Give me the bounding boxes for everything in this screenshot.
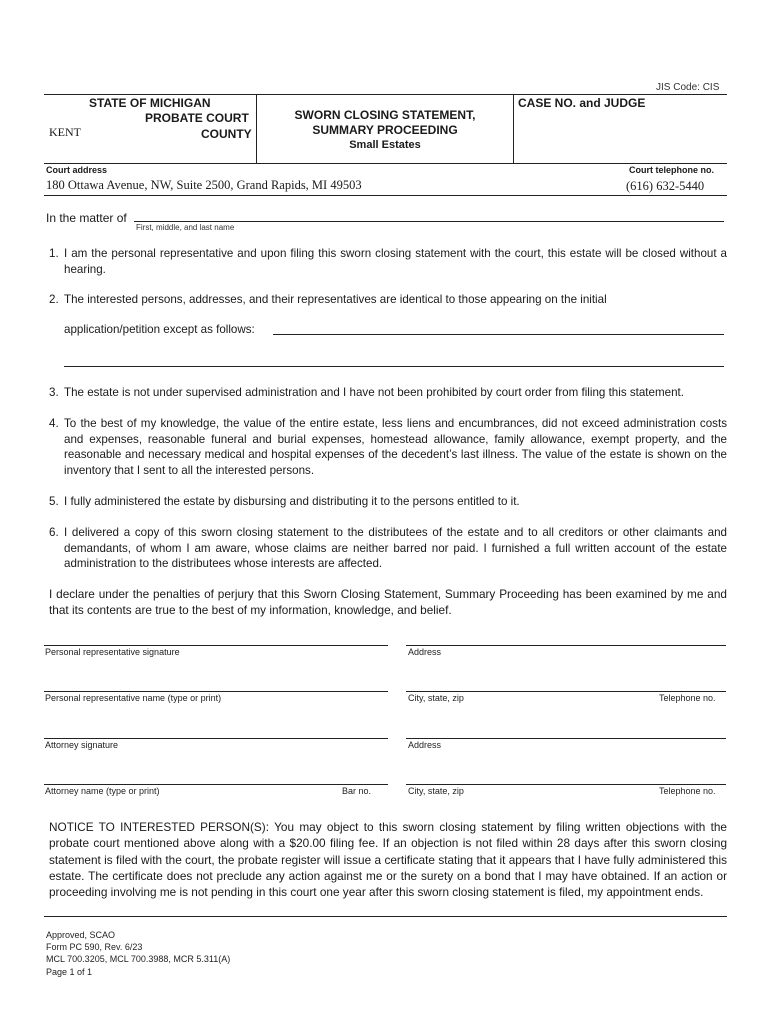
atty-city-label: City, state, zip: [408, 786, 464, 796]
court-phone-label: Court telephone no.: [629, 165, 714, 175]
pr-address-line[interactable]: [406, 645, 726, 646]
case-no-label: CASE NO. and JUDGE: [518, 96, 646, 110]
exceptions-line-2[interactable]: [64, 366, 724, 367]
court-name: PROBATE COURT: [145, 111, 249, 125]
county-value[interactable]: KENT: [49, 125, 81, 139]
item-1: 1. I am the personal representative and upon filing this sworn closing statement with the court, this estate will be closed without a hearing.: [49, 247, 727, 276]
item-4: 4. To the best of my knowledge, the value of the entire estate, less liens and encumbrances, did not exceed administration costs and expenses, reasonable funeral and burial expenses, homestead allowance, family allowance, exempt property, and the reasonable and necessary medical and hospital expenses of the decedent’s last illness. The value of the estate is shown on the inventory that I sent to all the interested persons.: [49, 417, 727, 477]
pr-name-line[interactable]: [44, 691, 388, 692]
court-address-value[interactable]: 180 Ottawa Avenue, NW, Suite 2500, Grand Rapids, MI 49503: [46, 178, 362, 192]
header-divider-2: [513, 94, 514, 164]
pr-city-line[interactable]: [406, 691, 726, 692]
atty-signature-label: Attorney signature: [45, 740, 119, 750]
footer-rule: [44, 916, 727, 917]
form-title-line2: SUMMARY PROCEEDING: [312, 123, 458, 137]
matter-label: In the matter of: [46, 211, 127, 225]
footer-page-number: Page 1 of 1: [46, 966, 93, 977]
pr-signature-line[interactable]: [44, 645, 388, 646]
matter-sublabel: First, middle, and last name: [136, 223, 235, 232]
court-info-rule: [44, 195, 727, 196]
header-divider-1: [256, 94, 257, 164]
court-address-label: Court address: [46, 165, 108, 175]
court-phone-value[interactable]: (616) 632-5440: [626, 179, 705, 193]
pr-address-label: Address: [408, 647, 442, 657]
atty-address-line[interactable]: [406, 738, 726, 739]
form-title-line3: Small Estates: [349, 139, 421, 151]
atty-city-line[interactable]: [406, 784, 726, 785]
jis-code: JIS Code: CIS: [656, 82, 720, 93]
bar-no-label: Bar no.: [342, 786, 372, 796]
form-footer: [46, 929, 230, 978]
footer-statutes: MCL 700.3205, MCL 700.3988, MCR 5.311(A): [46, 954, 231, 965]
atty-name-line[interactable]: [44, 784, 388, 785]
item-6: 6. I delivered a copy of this sworn closing statement to the distributees of the estate and to all creditors or other claimants and demandants, of whom I am aware, whose claims are neither barred nor paid. I furnished a full written account of the estate administration to the distributees whose interests are affected.: [49, 526, 727, 571]
atty-phone-label: Telephone no.: [659, 786, 716, 796]
item-3: 3. The estate is not under supervised administration and I have not been prohibited by court order from filing this statement.: [49, 386, 684, 399]
pr-city-label: City, state, zip: [408, 693, 464, 703]
item-2: 2. The interested persons, addresses, and their representatives are identical to those appearing on the initial: [49, 293, 607, 306]
pr-name-label: Personal representative name (type or print): [45, 693, 222, 703]
matter-name-line[interactable]: [134, 221, 724, 222]
footer-form-number: Form PC 590, Rev. 6/23: [46, 942, 143, 953]
atty-address-label: Address: [408, 740, 442, 750]
county-label: COUNTY: [201, 127, 252, 141]
state-name: STATE OF MICHIGAN: [89, 96, 211, 110]
pr-signature-label: Personal representative signature: [45, 647, 180, 657]
form-title-line1: SWORN CLOSING STATEMENT,: [294, 108, 476, 122]
header-top-rule: [44, 94, 727, 95]
footer-approved: Approved, SCAO: [46, 930, 116, 940]
notice-to-interested-persons: NOTICE TO INTERESTED PERSON(S): You may object to this sworn closing statement by filing written objections with the probate court mentioned above along with a $20.00 filing fee. If an objection is not filed within 28 days after this sworn closing statement is filed with the court, the probate register will issue a certificate stating that it appears that I have fully administered this estate. The certificate does not preclude any action against me or the surety on a bond that I may have obtained. If an action or proceeding involving me is not pending in this court one year after this sworn closing statement is filed, my appointment ends.: [49, 820, 727, 900]
declaration: I declare under the penalties of perjury that this Sworn Closing Statement, Summary Proceeding has been examined by me and that its contents are true to the best of my information, knowledge, and belief.: [49, 587, 727, 617]
atty-name-label: Attorney name (type or print): [45, 786, 160, 796]
pr-phone-label: Telephone no.: [659, 693, 716, 703]
exceptions-line-1[interactable]: [273, 334, 724, 335]
item-2-continuation: application/petition except as follows:: [64, 323, 255, 336]
header-bottom-rule: [44, 163, 727, 164]
atty-signature-line[interactable]: [44, 738, 388, 739]
item-5: 5. I fully administered the estate by disbursing and distributing it to the persons entitled to it.: [49, 495, 520, 508]
